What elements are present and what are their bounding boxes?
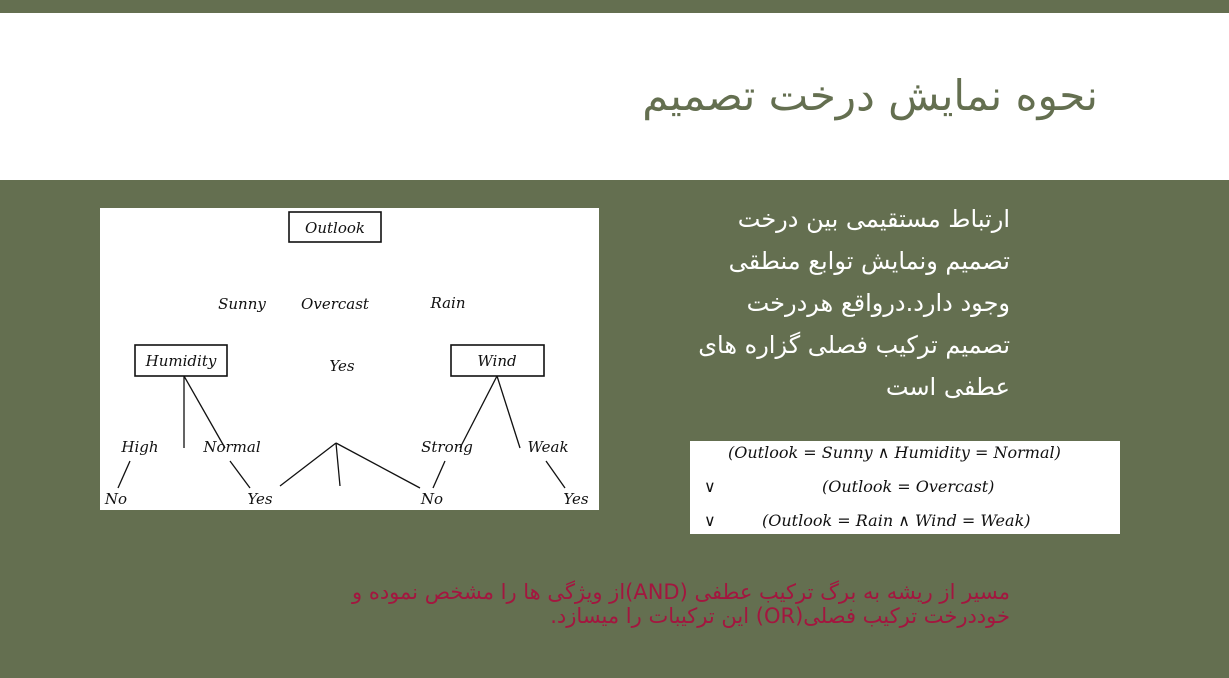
branch-weak: Weak [527,438,569,456]
logical-formula-figure [690,441,1120,534]
formula-line-1: (Outlook = Sunny ∧ Humidity = Normal) [728,443,1061,462]
formula-line-3: (Outlook = Rain ∧ Wind = Weak) [762,511,1031,530]
humidity-label: Humidity [145,352,217,370]
branch-rain: Rain [430,294,466,312]
decision-tree-figure [100,208,599,510]
description-text [620,198,1010,408]
branch-high: High [121,438,159,456]
overcast-leaf-yes: Yes [329,357,355,375]
branch-normal: Normal [203,438,261,456]
description-line-3: وجود دارد.درواقع هردرخت [746,289,1010,317]
high-leaf-no: No [104,490,128,508]
or-symbol-1: ∨ [704,477,716,496]
outlook-label: Outlook [305,219,365,237]
tree-edges [118,376,565,510]
top-accent-bar [0,0,1229,13]
title-band [0,13,1229,180]
formula-line-2: (Outlook = Overcast) [822,477,995,496]
formula-row-1 [690,443,1120,469]
formula-row-2 [690,477,1120,503]
normal-leaf-yes: Yes [247,490,273,508]
branch-overcast: Overcast [301,295,369,313]
description-line-1: ارتباط مستقیمی بین درخت [737,205,1010,233]
description-line-2: تصمیم ونمایش توابع منطقی [728,247,1010,275]
slide-title: نحوه نمایش درخت تصمیم [642,71,1098,120]
branch-strong: Strong [421,438,473,456]
or-symbol-2: ∨ [704,511,716,530]
footer-note [150,580,1010,628]
description-line-4: تصمیم ترکیب فصلی گزاره های [698,331,1010,359]
description-line-5: عطفی است [885,373,1010,401]
branch-sunny: Sunny [218,295,266,313]
strong-leaf-no: No [420,490,444,508]
footer-line-2: خوددرخت ترکیب فصلی(OR) این ترکیبات را میسازد. [550,604,1010,628]
wind-label: Wind [477,352,517,370]
weak-leaf-yes: Yes [563,490,589,508]
formula-row-3 [690,511,1120,537]
footer-line-1: مسیر از ریشه به برگ ترکیب عطفی (AND)از ویژگی ها را مشخص نموده و [352,580,1010,604]
